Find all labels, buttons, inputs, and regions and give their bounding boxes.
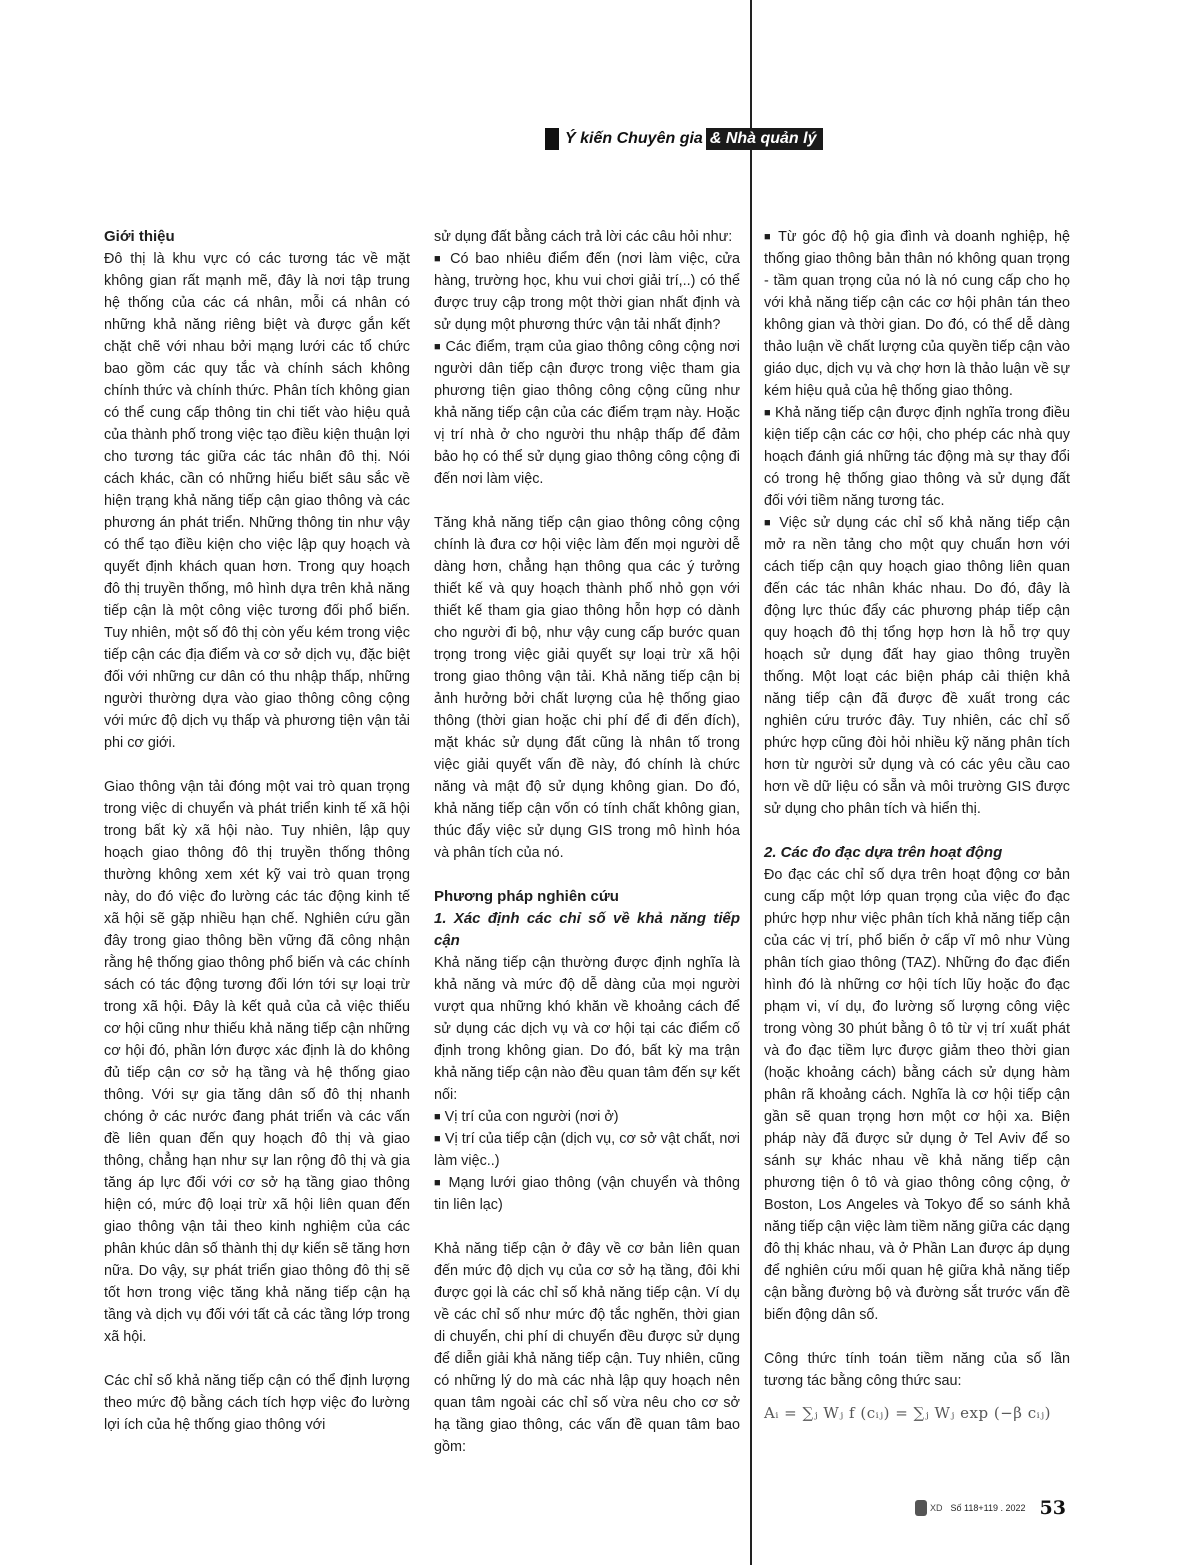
methods-subheading: 1. Xác định các chỉ số về khả năng tiếp cận bbox=[434, 910, 740, 949]
paragraph: sử dụng đất bằng cách trả lời các câu hỏi như: bbox=[434, 229, 733, 245]
bullet-item: ■ Vị trí của con người (nơi ở) bbox=[434, 1109, 619, 1125]
bullet-item: ■ Mạng lưới giao thông (vận chuyển và thông tin liên lạc) bbox=[434, 1175, 741, 1213]
column-divider bbox=[750, 0, 752, 1565]
bullet-item: ■ Các điểm, trạm của giao thông công cộng nơi người dân tiếp cận được trong việc tham gia phương tiện giao thông công cộng cũng như khả năng tiếp cận của các điểm trạm này. Hoặc vị trí nhà ở cho người thu nhập thấp để đảm bảo họ có thể sử dụng giao thông công cộng đi đến nơi làm việc. bbox=[434, 339, 740, 487]
bullet-text: Việc sử dụng các chỉ số khả năng tiếp cận mở ra nền tảng cho một quy chuẩn hơn với cách tiếp cận quy hoạch giao thông liên quan đến các tác nhân khác nhau. Do đó, đây là động lực thúc đẩy các phương pháp tiếp cận quy hoạch đô thị tổng hợp hơn là hỗ trợ quy hoạch sử dụng đất hay giao thông truyền thống. Một loạt các biện pháp cải thiện khả năng tiếp cận đã được đề xuất trong các nghiên cứu trước đây. Tuy nhiên, các chỉ số phức hợp cũng đòi hỏi nhiều kỹ năng phân tích hơn từ người sử dụng và có các yêu cầu cao hơn về dữ liệu có sẵn và môi trường GIS được sử dụng cho phân tích và hiển thị. bbox=[764, 515, 1070, 817]
bullet-text: Mạng lưới giao thông (vận chuyển và thông tin liên lạc) bbox=[434, 1175, 741, 1213]
header-block bbox=[545, 128, 559, 150]
paragraph: Đô thị là khu vực có các tương tác về mặt không gian rất mạnh mẽ, đây là nơi tập trung hệ thống của các cá nhân, mỗi cá nhân có những khả năng riêng biệt và được gắn kết chặt chẽ với nhau bởi mạng lưới các tổ chức bao gồm các quy tắc và chính sách không chính thức và chính thức. Phân tích không gian có thể cung cấp thông tin chi tiết vào hiệu quả của thành phố trong việc tạo điều kiện thuận lợi cho tương tác giữa các tác nhân đô thị. Nói cách khác, cần có những hiểu biết sâu sắc về hiện trạng khả năng tiếp cận giao thông và các phương án phát triển. Những thông tin như vậy có thể tạo điều kiện cho việc lập quy hoạch và quyết định khách quan hơn. Trong quy hoạch đô thị truyền thống, mô hình dựa trên khả năng tiếp cận là một công việc tương đối phổ biến. Tuy nhiên, một số đô thị còn yếu kém trong việc tiếp cận các địa điểm và cơ sở dịch vụ, đặc biệt đối với những cư dân có thu nhập thấp, những người thường dựa vào giao thông công cộng với mức độ dịch vụ thấp và phương tiện vận tải phi cơ giới. bbox=[104, 251, 410, 751]
paragraph: Khả năng tiếp cận ở đây về cơ bản liên quan đến mức độ dịch vụ của cơ sở hạ tầng, đôi khi được gọi là các chỉ số khả năng tiếp cận. Ví dụ về các chỉ số như mức độ tắc nghẽn, thời gian di chuyển, chi phí di chuyển đều được sử dụng để diễn giải khả năng tiếp cận. Tuy nhiên, cũng có những lý do mà các nhà lập quy hoạch nên quan tâm ngoài các chỉ số vừa nêu cho cơ sở hạ tầng giao thông, các vấn đề quan tâm bao gồm: bbox=[434, 1241, 740, 1455]
column-2 bbox=[434, 226, 740, 1458]
paragraph: Giao thông vận tải đóng một vai trò quan trọng trong việc di chuyển và phát triển kinh tế xã hội trong bất kỳ xã hội nào. Tuy nhiên, lập quy hoạch giao thông đô thị truyền thống thông thường không xem xét kỹ vai trò quan trọng này, do đó việc đo lường các tác động kinh tế xã hội sẽ gặp nhiều hạn chế. Nghiên cứu gần đây trong giao thông bền vững đã công nhận rằng hệ thống giao thông phổ biến và các chính sách có tác động tương đối lớn tới sự loại trừ trong xã hội. Đây là kết quả của cả việc thiếu cơ hội cũng như thiếu khả năng tiếp cận những cơ hội đó, phần lớn được xác định là do không đủ tiếp cận cơ sở hạ tầng và hệ thống giao thông. Với sự gia tăng dân số đô thị nhanh chóng ở các nước đang phát triển và các vấn đề liên quan đến quy hoạch đô thị và giao thông, chẳng hạn như sự lan rộng đô thị và gia tăng áp lực đối với cơ sở hạ tầng giao thông hiện có, mức độ loại trừ xã hội liên quan đến giao thông vận tải theo kinh nghiệm của các phân khúc dân số thành thị dự kiến sẽ tăng hơn nữa. Do vậy, sự phát triển giao thông đô thị sẽ tốt hơn trong việc tăng khả năng tiếp cận hạ tầng và dịch vụ đối với tất cả các tầng lớp trong xã hội. bbox=[104, 779, 410, 1345]
paragraph: Tăng khả năng tiếp cận giao thông công cộng chính là đưa cơ hội việc làm đến mọi người dễ dàng hơn, chẳng hạn thông qua các ý tưởng thiết kế và quy hoạch thành phố nhỏ gọn với thiết kế tham gia giao thông hỗn hợp có dành cho người đi bộ, như vậy cung cấp bước quan trọng trong việc giải quyết sự loại trừ xã hội trong giao thông vận tải. Khả năng tiếp cận bị ảnh hưởng bởi chất lượng của hệ thống giao thông (thời gian hoặc chi phí để đi đến đích), mặt khác sử dụng đất cũng là nhân tố trong việc giải quyết vấn đề này, đó chính là chức năng và mật độ sử dụng không gian. Do đó, khả năng tiếp cận vốn có tính chất không gian, thúc đẩy việc sử dụng GIS trong mô hình hóa và phân tích của nó. bbox=[434, 515, 740, 861]
header-title-part1: Ý kiến Chuyên gia bbox=[565, 130, 703, 147]
bullet-text: Khả năng tiếp cận được định nghĩa trong điều kiện tiếp cận các cơ hội, cho phép các nhà quy hoạch đánh giá những tác động mà sự thay đổi có trong hệ thống giao thông và sử dụng đất đối với tiềm năng tương tác. bbox=[764, 405, 1070, 509]
paragraph: Khả năng tiếp cận thường được định nghĩa là khả năng và mức độ dễ dàng của mọi người vượt qua những khó khăn về khoảng cách để sử dụng các dịch vụ và cơ hội tại các điểm cố định trong không gian. Do đó, bất kỳ ma trận khả năng tiếp cận nào đều quan tâm đến sự kết nối: bbox=[434, 955, 740, 1103]
header-title-part2: & Nhà quản lý bbox=[706, 128, 823, 150]
bullet-text: Có bao nhiêu điểm đến (nơi làm việc, cửa hàng, trường học, khu vui chơi giải trí,..) có thể được truy cập trong một thời gian nhất định và sử dụng một phương thức vận tải nhất định? bbox=[434, 251, 740, 333]
page-number: 53 bbox=[1039, 1497, 1066, 1519]
bullet-item: ■ Có bao nhiêu điểm đến (nơi làm việc, cửa hàng, trường học, khu vui chơi giải trí,..) có thể được truy cập trong một thời gian nhất định và sử dụng một phương thức vận tải nhất định? bbox=[434, 251, 740, 333]
magazine-name: XD bbox=[930, 1503, 943, 1513]
section-header bbox=[545, 128, 823, 150]
bullet-text: Các điểm, trạm của giao thông công cộng nơi người dân tiếp cận được trong việc tham gia phương tiện giao thông công cộng cũng như khả năng tiếp cận của các điểm trạm này. Hoặc vị trí nhà ở cho người thu nhập thấp để đảm bảo họ có thể sử dụng giao thông công cộng đi đến nơi làm việc. bbox=[434, 339, 740, 487]
page-footer bbox=[915, 1496, 1066, 1520]
bullet-text: Vị trí của con người (nơi ở) bbox=[444, 1109, 619, 1125]
magazine-logo-icon bbox=[915, 1500, 927, 1516]
activity-subheading: 2. Các đo đạc dựa trên hoạt động bbox=[764, 844, 1003, 861]
bullet-item: ■ Khả năng tiếp cận được định nghĩa trong điều kiện tiếp cận các cơ hội, cho phép các nhà quy hoạch đánh giá những tác động mà sự thay đổi có trong hệ thống giao thông và sử dụng đất đối với tiềm năng tương tác. bbox=[764, 405, 1070, 509]
bullet-item: ■ Từ góc độ hộ gia đình và doanh nghiệp, hệ thống giao thông bản thân nó không quan trọng - tầm quan trọng của nó là nó cung cấp cho họ với khả năng tiếp cận các cơ hội phân tán theo không gian và thời gian. Do đó, có thể dễ dàng thảo luận về chất lượng của quyền tiếp cận vào giáo dục, dịch vụ và chợ hơn là thảo luận về sự kém hiệu quả của hệ thống giao thông. bbox=[764, 229, 1070, 399]
paragraph: Các chỉ số khả năng tiếp cận có thể định lượng theo mức độ bằng cách tích hợp việc đo lường lợi ích của hệ thống giao thông với bbox=[104, 1373, 410, 1433]
formula: Aᵢ = ∑ⱼ Wⱼ f (cᵢⱼ) = ∑ⱼ Wⱼ exp (−β cᵢⱼ) bbox=[764, 1404, 1051, 1422]
column-1 bbox=[104, 226, 410, 1436]
intro-heading: Giới thiệu bbox=[104, 228, 175, 245]
bullet-item: ■ Vị trí của tiếp cận (dịch vụ, cơ sở vật chất, nơi làm việc..) bbox=[434, 1131, 741, 1169]
methods-heading: Phương pháp nghiên cứu bbox=[434, 888, 619, 905]
column-3 bbox=[764, 226, 1070, 1424]
bullet-item: ■ Việc sử dụng các chỉ số khả năng tiếp cận mở ra nền tảng cho một quy chuẩn hơn với cách tiếp cận quy hoạch giao thông liên quan đến các tác nhân khác nhau. Do đó, đây là động lực thúc đẩy các phương pháp tiếp cận quy hoạch đô thị tổng hợp hơn là hỗ trợ quy hoạch sử dụng đất hay giao thông truyền thống. Một loạt các biện pháp cải thiện khả năng tiếp cận đã được đề xuất trong các nghiên cứu trước đây. Tuy nhiên, các chỉ số phức hợp cũng đòi hỏi nhiều kỹ năng phân tích hơn từ người sử dụng và có các yêu cầu cao hơn về dữ liệu có sẵn và môi trường GIS được sử dụng cho phân tích và hiển thị. bbox=[764, 515, 1070, 817]
paragraph: Công thức tính toán tiềm năng của số lần tương tác bằng công thức sau: bbox=[764, 1351, 1070, 1389]
issue-number: Số 118+119 . 2022 bbox=[950, 1503, 1026, 1513]
bullet-text: Vị trí của tiếp cận (dịch vụ, cơ sở vật chất, nơi làm việc..) bbox=[434, 1131, 741, 1169]
paragraph: Đo đạc các chỉ số dựa trên hoạt động cơ bản cung cấp một lớp quan trọng của việc đo đạc phức hợp như việc phân tích khả năng tiếp cận của các vị trí, phổ biến ở cấp vĩ mô như Vùng phân tích giao thông (TAZ). Những đo đạc điển hình đó là những cơ hội tích lũy hoặc đo đạc phạm vi, ví dụ, đo lường số lượng công việc trong vòng 30 phút bằng ô tô từ vị trí xuất phát và đo đạc tiềm lực được giảm theo thời gian (hoặc khoảng cách) bằng cách sử dụng hàm phân rã khoảng cách. Nghĩa là cơ hội tiếp cận gần sẽ quan trọng hơn một cơ hội xa. Biện pháp này đã được sử dụng ở Tel Aviv để so sánh sự khác nhau về khả năng tiếp cận phương tiện ô tô và giao thông công cộng, ở Boston, Los Angeles và Tokyo để so sánh khả năng tiếp cận việc làm tiềm năng giữa các dạng đô thị khác nhau, và ở Phần Lan được áp dụng để nghiên cứu mối quan hệ giữa khả năng tiếp cận bằng đường bộ và đường sắt trước vấn đề biến động dân số. bbox=[764, 867, 1070, 1323]
bullet-text: Từ góc độ hộ gia đình và doanh nghiệp, hệ thống giao thông bản thân nó không quan trọng - tầm quan trọng của nó là nó cung cấp cho họ với khả năng tiếp cận các cơ hội phân tán theo không gian và thời gian. Do đó, có thể dễ dàng thảo luận về chất lượng của quyền tiếp cận vào giáo dục, dịch vụ và chợ hơn là thảo luận về sự kém hiệu quả của hệ thống giao thông. bbox=[764, 229, 1070, 399]
